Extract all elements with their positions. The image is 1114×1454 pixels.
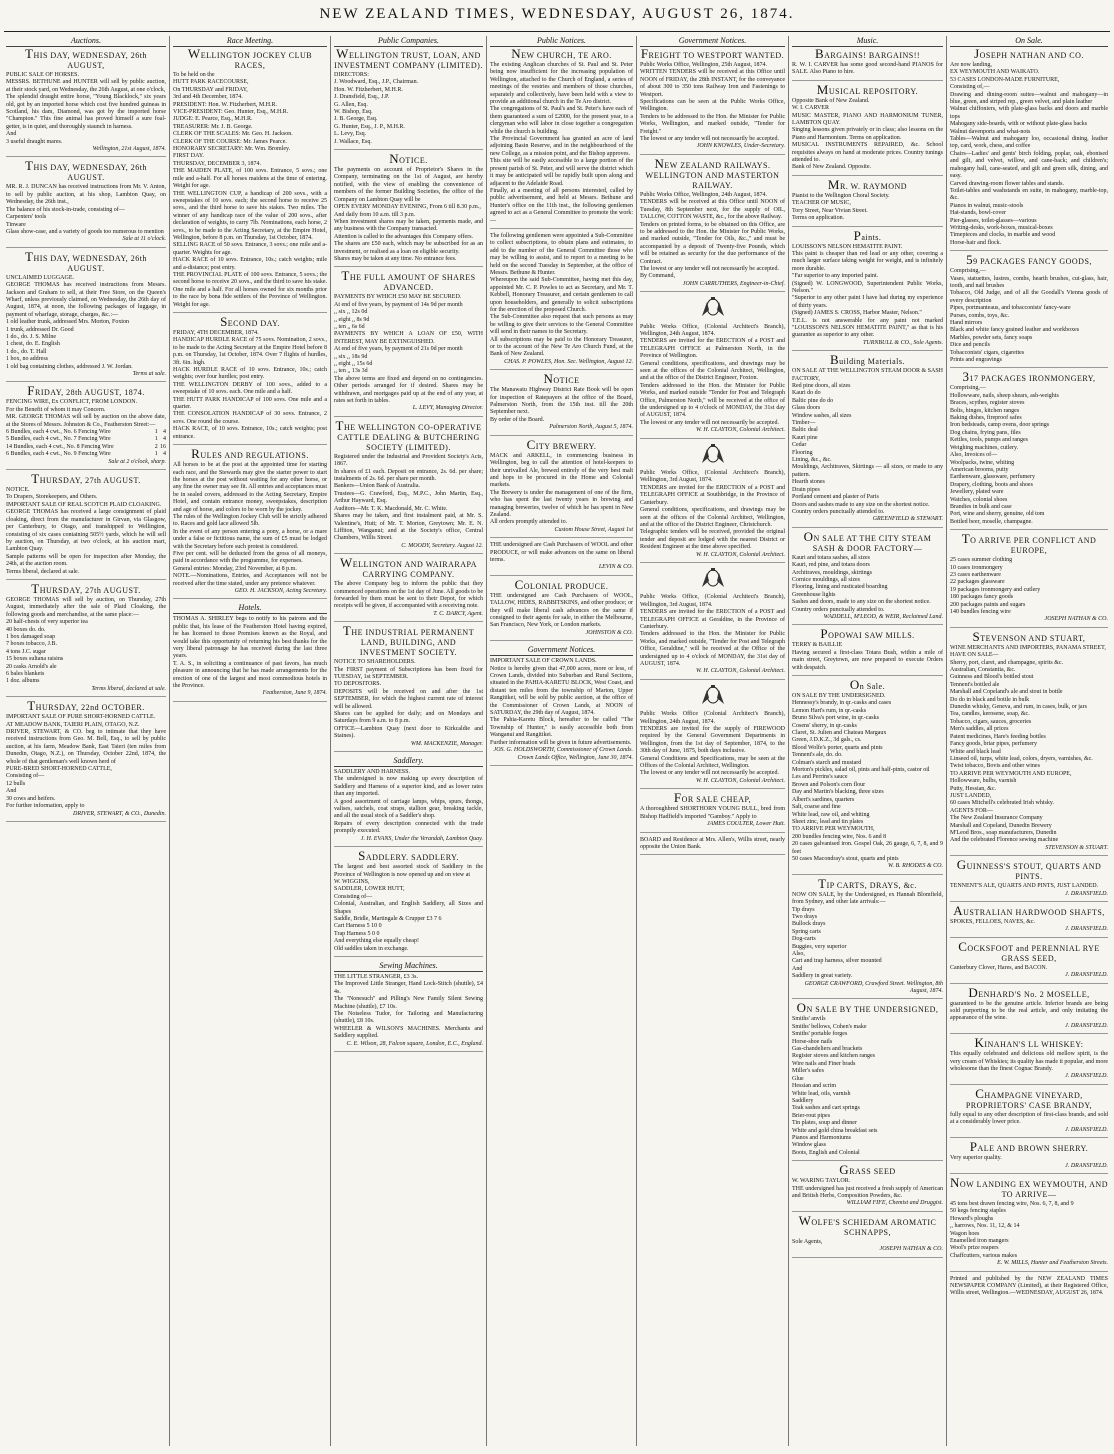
advertisement: [640, 684, 785, 789]
ad-body: LOUISSON'S NELSON HEMATITE PAINT. This paint is cheaper than red lead or any other, covering a much larger surface taking weight for weight, and is infinitely more durable. "Far superior to any imported paint. (Signed) W. LONGWOOD, Superintendent Public Works, Nelson." "Superior to any other paint I have had during my experience of thirty years. (Signed) JAMES S. CROSS, Harbor Master, Nelson." T.E.L. is not answerable for any paint not marked "LOUISSON'S NELSON HEMATITE PAINT," as that is his guarantee as superior to any other.: [792, 243, 943, 339]
ad-body: This equally celebrated and delicious old mellow spirit, is the very cream of Whiskies; its quality has made it popular, and more wholesome than the finest Cognac Brandy.: [950, 1051, 1108, 1073]
ad-signature: W. H. CLAYTON, Colonial Architect.: [695, 668, 785, 675]
ad-title: THIS DAY, WEDNESDAY, 26th AUGUST,: [25, 46, 147, 70]
column-race-meeting: [173, 36, 327, 1452]
ad-body: The above Company beg to inform the public that they commenced operations on the 1st day of June. All goods to be forwarded by them must be sent to their Depot, for which receipts will be given, if accompanied with a receiving note.: [334, 581, 483, 610]
advertisement: [490, 46, 633, 229]
advertisement: [792, 1162, 943, 1212]
table-row: [6, 436, 166, 443]
advertisement: [490, 371, 633, 435]
ad-title: CHAMPAGNE VINEYARD, PROPRIETORS' CASE BRANDY,: [965, 1085, 1093, 1110]
ad-signature: L. LEVY, Managing Director.: [412, 405, 483, 412]
ad-body: The Manawatu Highway District Rate Book will be open for inspection of Ratepayers at the office of the Board, Palmerston North, from the 15th inst. till the 20th September next. By order of the Board.: [490, 387, 633, 423]
ad-signature: WILLIAM FIFE, Chemist and Druggist.: [846, 1200, 943, 1207]
section-header: Sewing Machines.: [334, 961, 483, 972]
ad-title: Paints.: [853, 227, 882, 243]
ad-title: JOSEPH NATHAN AND CO.: [974, 46, 1084, 61]
ad-body: GEORGE THOMAS will sell by auction, on Thursday, 27th August, immediately after the sale of Plaid Cloaking, the following goods and merchandise, at the same place:— 20 half-chests of very superior tea 40 boxes do. do. 1 box damaged soap 7 boxes tobacco, J.B. 4 tons J.C. sugar 15 boxes sultana raisins 20 casks Arnold's ale 6 bales blankets 1 doz. albums: [6, 596, 166, 685]
table-cell: 2: [154, 443, 158, 450]
ad-body: FENCING WIRE, Ex CONFLICT, FROM LONDON. For the Benefit of whom it may Concern. MR. GEORGE THOMAS will sell by auction on the above date, at the Stores of Messrs. Johnston & Co., Featherston Street:—: [6, 399, 166, 428]
table-cell: 1: [154, 436, 158, 443]
ad-signature: Featherston, June 9, 1874.: [262, 690, 327, 697]
advertisement: [792, 227, 943, 352]
royal-arms-emblem: [640, 684, 785, 709]
ad-title: GUINNESS'S STOUT, QUARTS AND PINTS.: [956, 857, 1102, 882]
ad-body: TENNENT'S ALE, QUARTS AND PINTS, JUST LANDED.: [950, 883, 1099, 890]
table-cell: 1: [154, 451, 158, 458]
ad-body: All horses to be at the post at the appointed time for starting each race, and the Stewards may give the starter power to start the horses at the post without waiting for any other horse, or any fine the owner may see fit. All entries and acceptances must be in sealed covers, addressed to the Acting Secretary, Empire Hotel, and contain entrance money, sweepstakes, description and age of horse, and colors to be worn by the jockey. The rules of the Wellington Jockey Club will be strictly adhered to. Races and gold lace allowed 5lb. In the event of any person entering a pony, a horse, or a mare under a false or fictitious name, the sum of £5 must be lodged with the Secretary before such protest is considered. Five per cent. will be deducted from the gross of all moneys, paid in accordance with the programme, for expenses. General entries: Monday, 23rd November, at 8 p.m. NOTE.—Nominations, Entries, and Acceptances will not be received after the time stated, under any pretence whatever.: [173, 462, 327, 587]
ad-signature: Terms liberal, declared at sale.: [91, 685, 166, 692]
ad-title: CITY BREWERY.: [526, 436, 597, 452]
ad-title: NEW CHURCH, TE ARO.: [511, 46, 612, 61]
advertisement: [950, 1139, 1108, 1174]
advertisement: [490, 233, 633, 370]
column-music: [792, 36, 943, 1452]
ad-body: NOW ON SALE, by the Undersigned, ex Hannah Blomfield, from Sydney, and other late arrivals:— Tip drays Two drays Bullock drays Spring carts Dog-carts Buggies, very superior Also, Cart and trap harness, silver mounted And Saddlery in great variety.: [792, 891, 943, 980]
table-cell: 14 Bundles, each 4 cwt., No. 8 Fencing Wire: [6, 443, 114, 450]
section-header: Hotels.: [173, 603, 327, 614]
column-divider: [636, 36, 637, 1446]
advertisement: [490, 576, 633, 641]
section-header: Saddlery.: [334, 756, 483, 767]
ad-body: THOMAS A. SHIRLEY begs to notify to his patrons and the public that, his lease of the Featherston Hotel having expired, he has licensed to those Premises known as the Royal, and would take this opportunity of returning his best thanks for the very liberal patronage he has received during the last three years. T. A. S., in soliciting a continuance of past favors, has much pleasure in announcing that he has made arrangements for the erection of one of the largest and most commodious hotels in the Province.: [173, 616, 327, 690]
section-header: On Sale.: [950, 36, 1108, 47]
ad-body: Sole Agents,: [792, 1238, 823, 1245]
ad-body: MACK and ARKELL, in commencing business in Wellington, beg to call the attention of hotel-keepers to their unrivalled Ale, brewed entirely of the very best malt and hops to be procured in the Home and Colonial markets. The Brewery is under the management of one of the firm, who has spent the last twenty years in brewing and managing breweries, twelve of which he has spent in New Zealand. All orders promptly attended to.: [490, 452, 633, 526]
ad-title: MUSICAL REPOSITORY.: [816, 81, 919, 97]
ad-body: THE undersigned are Cash Purchasers of WOOL, TALLOW, HIDES, RABBITSKINS, and other produce; or they will make liberal cash advances on the same if consigned to their agents for sale, in either the Melbourne, San Francisco, New York, or London markets.: [490, 592, 633, 629]
table-cell: 1: [154, 429, 158, 436]
ad-title: WELLINGTON AND WAIRARAPA CARRYING COMPANY.: [339, 555, 478, 580]
ad-body: Opposite Bank of New Zealand. W. I. CARVER MUSIC MASTER, PIANO AND HARMONIUM TUNER, LAMBTON QUAY. Singing lessons given privately or in class; also lessons on the Piano and Harmonium. Terms on application. MUSICAL INSTRUMENTS REPAIRED, &c. School requisites always on hand at moderate prices. Country tunings attended to. Bank of New Zealand. Opposite.: [792, 97, 943, 171]
advertisement: [334, 769, 483, 847]
ad-body: Public Works Office, (Colonial Architect's Branch), Wellington, 3rd August, 1874. TENDERS are invited for the ERECTION of a POST and TELEGRAPH OFFICE at Geraldine, in the Province of Canterbury. Tenders addressed to the Hon. the Minister for Public Works, and marked outside, "Tender for Post and Telegraph Office, Geraldine," will be received at the Office of the undersigned up to 4 o'clock of MONDAY, the 31st day of AUGUST, 1874.: [640, 594, 785, 667]
advertisement: [640, 567, 785, 680]
ad-title: RULES AND REGULATIONS.: [191, 446, 309, 462]
advertisement: [6, 471, 166, 580]
ad-signature: W. H. CLAYTON, Colonial Architect.: [695, 551, 785, 558]
ad-title: THE FULL AMOUNT OF SHARES ADVANCED.: [341, 268, 476, 293]
ad-signature: J. DRANSFIELD.: [1065, 1162, 1108, 1169]
table-cell: 6 Bundles, each 4 cwt., No. 9 Fencing Wire: [6, 451, 111, 458]
masthead-rule: [4, 31, 1110, 32]
ad-title: GRASS SEED: [839, 1162, 896, 1178]
advertisement: [950, 857, 1108, 902]
ad-title: ON SALE AT THE CITY STEAM SASH & DOOR FACTORY—: [803, 528, 932, 553]
advertisement: [334, 268, 483, 417]
ad-signature: C. E. Wilson, 28, Falcon square, London, E.C., England.: [346, 1040, 483, 1047]
ad-body: DIRECTORS: J. Woodward, Esq., J.P., Chairman. Hon. W. Fitzherbert, M.H.R. J. Dransfield, Esq., J.P. G. Allen, Esq. W. Bishop, Esq. J. B. George, Esq. G. Hunter, Esq., J. P., M.H.R. L. Levy, Esq. J. Wallace, Esq.: [334, 72, 419, 145]
ad-body: guaranteed to be the genuine article. Inferior brands are being sold purporting to be the real article, and only imitating the appearance of the wine.: [950, 1000, 1108, 1022]
royal-arms-emblem: [640, 296, 785, 321]
advertisement: [6, 248, 166, 383]
ad-title: NOW LANDING EX WEYMOUTH, AND TO ARRIVE—: [950, 1174, 1108, 1199]
ad-title: COCKSFOOT and PERENNIAL RYE GRASS SEED,: [958, 938, 1100, 963]
column-on-sale: [950, 36, 1108, 1452]
advertisement: [334, 46, 483, 150]
advertisement: [173, 46, 327, 313]
advertisement: [640, 296, 785, 439]
advertisement: [173, 446, 327, 599]
royal-arms-emblem: [640, 567, 785, 592]
ad-title: THURSDAY, 27th AUGUST.: [31, 471, 141, 487]
advertisement: [792, 46, 943, 81]
ad-signature: GEORGE CRAWFORD, Crawford Street. Wellington, 8th August, 1874.: [804, 980, 943, 995]
ad-body: WINE MERCHANTS AND IMPORTERS, PANAMA STREET, HAVE ON SALE— Sherry, port, claret, and champagne, spirits &c. Australian, Constantia, &c. Guinness and Blood's bottled stout Tennent's bottled ale Marshall and Copeland's ale and stout in bottle Do do in black and bottle in bulk Dunedin whisky, Geneva, and rum, in cases, bulk, or jars Tea, candles, kerosene, soap, &c. Tobacco, cigars, sauces, groceries Men's saddles, all prices Patent medicines, Hare's feeding bottles Fancy goods, briar pipes, perfumery White and black lead Linseed oil, turps, white lead, colors, dryers, varnishes, &c. Twist tobacco, Bovis and other wines TO ARRIVE PER WEYMOUTH AND EUROPE, Hollowware, bulbs, varnish Putty, Hessian, &c. JUST LANDED, 60 cases Mitchell's celebrated Irish whisky. AGENTS FOR— The New Zealand Insurance Company Marshall and Copeland, Dunedin Brewery M'Leod Bros., soap manufacturers, Dunedin And the celebrated Florence sewing machine: [950, 644, 1106, 844]
advertisement: [950, 903, 1108, 938]
advertisement: [173, 616, 327, 701]
advertisement: [950, 1085, 1108, 1138]
advertisement: [950, 1174, 1108, 1272]
ad-body: fully equal to any other description of first-class brands, and sold at a considerably lower price.: [950, 1111, 1108, 1126]
advertisement: [6, 46, 166, 157]
ad-signature: DRIVER, STEWART, & CO., Dunedin.: [73, 810, 166, 817]
ad-title: WELLINGTON TRUST, LOAN, AND INVESTMENT COMPANY (LIMITED).: [334, 46, 483, 70]
ad-body: THE LITTLE STRANGER, £3 3s. The Improved Little Stranger, Hand Lock-Stitch (shuttle), £4 4s. The "Nonesuch" and Pilling's New Family Silent Sewing Machine (shuttle), £7 10s. The Noiseless Tudor, for Tailoring and Manufacturing (shuttle), £8 10s. WHEELER & WILSON'S MACHINES. Merchants and Saddlery supplied.: [334, 973, 483, 1040]
ad-title: POPOWAI SAW MILLS.: [820, 626, 915, 642]
advertisement: [490, 658, 633, 766]
ad-signature: J. DRANSFIELD.: [1065, 1073, 1108, 1080]
column-divider: [169, 36, 170, 1446]
ad-signature: Terms at sale.: [132, 371, 166, 377]
ad-signature: Wellington, 21st August, 1874.: [92, 146, 166, 153]
ad-body: IMPORTANT SALE OF PURE SHORT-HORNED CATTLE. AT MEADOW BANK, TAIERI PLAIN, OTAGO, N.Z. DRIVER, STEWART, & CO. beg to intimate that they have received instructions from Geo. M. Bell, Esq., to sell by public auction, at his farm, Meadow Bank, East Taieri (ten miles from Dunedin, Otago, N.Z.), on Thursday, October 22nd, 1874, the whole of that gentleman's well known herd of PURE-BRED SHORT-HORNED CATTLE, Consisting of— 12 bulls And 30 cows and heifers. For further information, apply to: [6, 714, 166, 810]
advertisement: [6, 158, 166, 247]
ad-body: PAYMENTS BY WHICH £50 MAY BE SECURED. At end of five years, by payment of 14s 9d per month ,, six ,, 12s 0d ,, eight ,, 8s 9d ,, ten ,, 6s 6d PAYMENTS BY WHICH A LOAN OF £50, WITH INTEREST, MAY BE EXTINGUISHED. At end of five years, by payment of 21s 0d per month ,, six ,, 18s 9d ,, eight ,, 15s 6d ,, ten ,, 13s 3d The above terms are fixed and depend on no contingencies. Other periods arranged for if desired. Shares may be withdrawn, and mortgages paid up at the end of any year, at rates set forth in tables.: [334, 294, 483, 405]
ad-signature: T. C. DARCY, Agent.: [433, 610, 483, 617]
ad-body: The following gentlemen were appointed a Sub-Committee to collect subscriptions, to obtain plans and estimates, to add to the number of the General Committee those who may be willing to assist, and to report to a meeting to be held on the second Tuesday in September, at the office of Messrs. Bethune & Hunter. Whereupon the said Sub-Committee, having met this day, appointed Mr. C. P. Powles to act as Secretary, and Mr. T. Kebbell, Honorary Treasurer, and certain gentlemen to call upon householders, and generally to solicit subscriptions for the erection of the proposed Church. The Sub-Committee also request that such persons as may be willing to give their services to the General Committee will send in their names to the Secretary. All subscriptions may be paid to the Honorary Treasurer, or to the account of the New Te Aro Church Fund, at the Bank of New Zealand.: [490, 232, 633, 358]
ad-title: KINAHAN'S LL WHISKEY:: [974, 1035, 1084, 1051]
ad-title: AUSTRALIAN HARDWOOD SHAFTS,: [953, 903, 1105, 918]
column-public-companies: [334, 36, 483, 1452]
table-cell: 4: [163, 436, 166, 443]
ad-title: 317 PACKAGES IRONMONGERY,: [962, 369, 1096, 385]
section-header: Public Companies.: [334, 36, 483, 47]
advertisement: [792, 875, 943, 1000]
ad-title: 59 PACKAGES FANCY GOODS,: [966, 252, 1092, 268]
ad-signature: Custom House Street, August 1st: [554, 526, 633, 533]
ad-title: THE WELLINGTON CO-OPERATIVE CATTLE DEALING & BUTCHERING SOCIETY (LIMITED).: [335, 417, 482, 452]
table-cell: 4: [163, 451, 166, 458]
section-header: Government Notices.: [640, 36, 785, 47]
imprint: Printed and published by the NEW ZEALAND TIMES NEWSPAPER COMPANY (Limited), at their Registered Office, Willis street, Wellington.—WEDNESDAY, AUGUST 26, 1874.: [950, 1275, 1108, 1297]
ad-body: Canterbury Clover, Hares, and BACON.: [950, 964, 1048, 971]
ad-title: TO ARRIVE PER CONFLICT AND EUROPE,: [961, 531, 1097, 556]
fencing-wire-table: [6, 429, 166, 459]
ad-title: FRIDAY, 28th AUGUST, 1874.: [27, 383, 145, 399]
ad-body: IMPORTANT SALE OF CROWN LANDS. Notice is hereby given that 47,000 acres, more or less, of Crown Lands, divided into Suburban and Rural Sections, situated in the PAHIA-KARETU BLOCK, West Coast, and distant ten miles from the township of Marton, Upper Rangitikei, will be sold by public auction, at the office of the Commissioner of Crown Lands, at NOON of SATURDAY, the 29th day of August, 1874. The Pahia-Karetu Block, hereafter to be called "The Township of Hunter," is easily accessible both from Wanganui and Rangitikei. Further information will be given in future advertisements.: [490, 658, 633, 746]
table-cell: 4: [163, 429, 166, 436]
ad-body: Pianist to the Wellington Choral Society. TEACHER OF MUSIC, Tory Street, Near Vivian Street. Terms on application.: [792, 192, 890, 222]
ad-title: NOTICE.: [389, 151, 428, 167]
table-row: [6, 429, 166, 436]
ad-body: THE undersigned are Cash Purchasers of WOOL and other PRODUCE, or will make advances on the same on liberal terms.: [490, 542, 633, 563]
ad-body: 25 cases summer clothing 10 cases ironmongery 23 cases earthenware 22 packages glassware 19 packages ironmongery and cutlery 180 packages fancy goods 200 packages paints and sugars 140 bundles fencing wire: [950, 557, 1041, 615]
ad-body: Public Works Office, Wellington, 25th August, 1874. WRITTEN TENDERS will be received at this Office until NOON of FRIDAY, the 28th INSTANT, for the conveyance of about 300 to 350 tons Railway Iron and Fastenings to Westport. Specifications can be seen at the Public Works Office, Wellington. Tenders to be addressed to the Hon. the Minister for Public Works, Wellington, and marked outside, "Tender for Freight." The lowest or any tender will not necessarily be accepted.: [640, 62, 785, 143]
section-header: Music.: [792, 36, 943, 47]
ad-title: SECOND DAY.: [220, 314, 280, 329]
advertisement: [950, 984, 1108, 1035]
ad-body: Public Works Office (Colonial Architect's Branch), Wellington, 24th August, 1874. TENDERS are invited for the supply of FIREWOOD required by the General Government Departments in Wellington, from the 1st day of September, 1874, to the 30th day of June, 1875, both days inclusive. General Conditions and Specifications, may be seen at the Offices of the Colonial Architect, Wellington. The lowest or any tender will not necessarily be accepted.: [640, 711, 785, 777]
ad-body: NOTICE. To Drapers, Storekeepers, and Others. IMPORTANT SALE OF REAL SCOTCH PLAID CLOAKING. GEORGE THOMAS has received a large consignment of plaid cloaking, direct from the manufacturer in Girvan, via Glasgow, per Canterbury, to Otago, and transhipped to Wellington, consisting of six cases containing 505½ yards, which he will sell by auction, on Thursday, at two o'clock, at his auction mart, Lambton Quay. Sample patterns will be open for inspection after Monday, the 24th, at the auction room. Terms liberal, declared at sale.: [6, 487, 166, 575]
ad-signature: GREENFIELD & STEWART.: [872, 516, 943, 523]
ad-title: THURSDAY, 22nd OCTOBER.: [27, 698, 145, 714]
ad-signature: W. H. CLAYTON, Colonial Architect.: [695, 777, 785, 784]
ad-signature: JOSEPH NATHAN & CO.: [879, 1246, 943, 1253]
ad-signature: TURNBULL & CO., Sole Agents.: [863, 339, 943, 346]
advertisement: [334, 151, 483, 267]
ad-signature: CHAS. P. POWLES, Hon. Sec. Wellington, August 12.: [504, 358, 633, 365]
ad-signature: W. H. CLAYTON, Colonial Architect.: [695, 427, 785, 434]
ad-body: The existing Anglican churches of St. Paul and St. Peter being now insufficient for the increasing population of Wellington, attached to the Church of England, a series of meetings of the vestries and members of those churches, separately and collectively, have been held with a view to provide an additional church in the Te Aro district. The congregations of St. Paul's and St. Peter's have each of them guaranteed a sum of £2000, for the present year, to a clergyman who will labor in close together a congregation while the church is building. The Provincial Government has granted an acre of land adjoining Basin Reserve, and in the neighbourhood of the new College, as a mission point, and the Bishop approves. This site will be easily accessible to a large portion of the present parish of St. Peter, and will serve the district which it may be anticipated will be rapidly built upon along and adjacent to the Adelaide Road. Finally, at a meeting of all persons interested, called by public advertisement, and held at Messrs. Bethune and Hunter's office on the 11th inst., the following gentlemen agreed to act as a General Committee to promote the work:—: [490, 62, 633, 224]
advertisement: [950, 369, 1108, 530]
column-divider: [946, 36, 947, 1446]
ad-signature: WADDELL, M'LEOD, & WEIR, Reclaimed Land.: [823, 613, 943, 620]
ad-title: COLONIAL PRODUCE.: [514, 576, 609, 592]
ad-body: MR. R. J. DUNCAN has received instructions from Mr. V. Anton, to sell by public auction, at his shop, Lambton Quay, on Wednesday, the 26th inst., The balance of his stock-in-trade, consisting of— Carpenters' tools Tinware Glass show-case, and a variety of goods too numerous to mention: [6, 184, 166, 235]
ad-body: BOARD and Residence at Mrs. Allen's, Willis street, nearly opposite the Union Bank.: [640, 836, 785, 850]
ad-body: A thoroughbred SHORTHORN YOUNG BULL, bred from Bishop Hadfield's imported "Gamboy." Apply to: [640, 806, 785, 820]
royal-arms-emblem: [640, 443, 785, 468]
ad-body: 45 tons best drawn fencing wire, Nos. 6, 7, 8, and 9 50 kegs fencing staples Howard's ploughs ,, harrows, Nos. 11, 12, & 14 Wagon hoes Enamelled iron mangers Wool's prize reapers Chaffcutters, various makes: [950, 1200, 1074, 1259]
ad-signature: E. W. MILLS, Hunter and Featherston Streets.: [997, 1260, 1108, 1267]
ad-signature: WM. MACKENZIE, Manager.: [410, 740, 483, 747]
ad-title: STEVENSON AND STUART,: [972, 628, 1086, 644]
ad-body: SADDLERY AND HARNESS. The undersigned is now making up every description of Saddlery and Harness of a superior kind, and as lower rates than any imported. A good assortment of carriage lamps, whips, spurs, thongs, valises, satchels, coat straps, stallion gear, breaking tackle, and all the usual stock of a Saddler's shop. Repairs of every description connected with the trade promptly executed.: [334, 769, 483, 835]
section-header: Race Meeting.: [173, 36, 327, 47]
advertisement: [334, 848, 483, 957]
ad-body: UNCLAIMED LUGGAGE. GEORGE THOMAS has received instructions from Messrs. Jackson and Graham to sell, at their Free Store, on the Queen's Wharf, unless previously claimed, on Wednesday, the 26th day of August, 1874, at noon, the following packages of luggage, in payment of wharfage, storage, charges, &c.:— 1 old leather trunk, addressed Mrs. Morton, Foxton 1 trunk, addressed Dr. Good 1 do., do. J. S. Milne 1 chest, do. E. English 1 do., do. T. Hall 1 box, no address 1 old bag containing clothes, addressed J. W. Jordan.: [6, 274, 166, 370]
ad-body: Kauri and totara sashes, all sizes Kauri, red pine, and totara doors Architraves, mouldings, skirtings Cornice mouldings, all sizes Flooring, lining and rusticated boarding Greenhouse lights Sashes and doors, made to any size on the shortest notice. Country orders punctually attended to.: [792, 554, 931, 613]
ad-title: WOLFE'S SCHIEDAM AROMATIC SCHNAPPS,: [798, 1212, 937, 1237]
advertisement: [334, 974, 483, 1052]
ad-body: Public Works Office, (Colonial Architect's Branch), Wellington, 24th August, 1874. TENDERS are invited for the ERECTION of a POST and TELEGRAPH OFFICE at Palmerston North, in the Province of Wellington. General conditions, specifications, and drawings may be seen at the offices of the Colonial Architect, Wellington, and at the office of the District Engineer, Foxton. Tenders addressed to the Hon. the Minister for Public Works, and marked outside "Tender for Post and Telegraph Office, Palmerston North," will be received at the office of the undersigned up to 4 o'clock of MONDAY, the 31st day of AUGUST, 1874. The lowest or any tender will not necessarily be accepted.: [640, 323, 785, 426]
table-row: [6, 451, 166, 458]
ad-title: NOTICE: [543, 371, 580, 387]
ad-signature: STEVENSON & STUART.: [1045, 844, 1108, 851]
columns: [0, 36, 1114, 1452]
ad-signature: JOHNSTON & CO.: [585, 629, 633, 636]
ad-title: PALE AND BROWN SHERRY.: [969, 1139, 1089, 1155]
ad-title: THIS DAY, WEDNESDAY, 26th AUGUST.: [25, 158, 147, 183]
advertisement: [640, 155, 785, 292]
ad-title: WELLINGTON JOCKEY CLUB RACES,: [187, 46, 313, 70]
ad-signature: Sale at 11 o'clock.: [122, 236, 166, 243]
advertisement: [950, 46, 1108, 251]
advertisement: [792, 528, 943, 626]
advertisement: [640, 46, 785, 155]
ad-signature: W. B. RHODES & CO.: [888, 863, 943, 870]
advertisement: [792, 1212, 943, 1258]
advertisement: [950, 531, 1108, 628]
ad-body: W. WARING TAYLOR. THE undersigned has just received a fresh supply of American and British Herbs, Composition Powders, &c.: [792, 1178, 943, 1199]
ad-signature: Palmerston North, August 5, 1874.: [549, 424, 633, 431]
advertisement: [792, 677, 943, 875]
ad-body: ON SALE AT THE WELLINGTON STEAM DOOR & SASH FACTORY, Red pine doors, all sizes Kauri do do Baltic pine do do Glass doors Window sashes, all sizes Timber— Baltic deal Kauri pine Cedar Flooring Lining, &c., &c. Mouldings, Architraves, Skirtings — all sizes, or made to any pattern. Hearth stones Drain pipes Portland cement and plaster of Paris Doors and sashes made to any size on the shortest notice. Country orders punctually attended to.: [792, 368, 943, 515]
advertisement: [490, 436, 633, 538]
ad-title: NEW ZEALAND RAILWAYS. WELLINGTON AND MASTERTON RAILWAY.: [645, 155, 780, 190]
advertisement: [950, 252, 1108, 368]
table-cell: 6 Bundles, each 4 cwt., No. 6 Fencing Wire: [6, 429, 111, 436]
ad-title: TIP CARTS, DRAYS, &c.: [818, 875, 917, 891]
advertisement: [334, 417, 483, 554]
ad-body: Comprising,— Vases, statuettes, lustres, combs, hearth brushes, cut-glass, hair, tooth, and nail brushes Tobacco, Old Judge, and of all the Goodall's Vienna goods of every description Pipes, portmanteaus, and tobacconists' fancy-ware Purses, combs, toys, &c. Hand mirrors Black and white fancy grained leather and workboxes Marbles, powder sets, fancy soaps Dice and pencils Tobacconists' cigars, cigarettes Prints and engravings: [950, 268, 1108, 364]
ad-signature: JAMES COULTER, Lower Hutt.: [706, 821, 785, 828]
advertisement: [792, 1000, 943, 1161]
ad-title: MR. W. RAYMOND: [827, 176, 908, 192]
column-divider: [330, 36, 331, 1446]
column-divider: [788, 36, 789, 1446]
ad-body: Are now landing, EX WEYMOUTH AND WAIKATO. 53 CASES LONDON-MADE FURNITURE, Consisting of,— Drawing and dining-room suites—walnut and mahogany—in blue, green, and striped rep., green velvet, and plain leather Walnut chiffoniers, with plate-glass backs and doors and marble tops Mahogany side-boards, with or without plate-glass backs Walnut davenports and what-nots Tables—Walnut and mahogany loo, occasional dining, leather top, card, work, chess, and coffee Chairs—Ladies' and gents' birch folding, poplar, oak, ebonised and gilt, and velvet, willow, and cane-back; and children's; mahogany hall, cane-seated, and gilt and green silk, dining, and easy. Carved drawing-room flower tables and stands. Toilet-tables and washstands en suite, in mahogany, marble-top, &c. Pianos in walnut, music-stools Hat-stands, bowl-cover Pier-glasses, toilet-glasses—various Writing-desks, work-boxes, musical-boxes Timepieces and clocks, in marble and wood Horse-hair and flock.: [950, 62, 1108, 246]
ad-body: SPOKES, FELLOES, NAVES, &c.: [950, 919, 1036, 925]
ad-title: THURSDAY, 27th AUGUST.: [31, 580, 141, 596]
ad-signature: Sale at 2 o'clock, sharp.: [108, 458, 166, 465]
ad-body: PUBLIC SALE OF HORSES. MESSRS. BETHUNE and HUNTER will sell by public auction, at their stock yard, on Wednesday, the 26th August, at one o'clock, The splendid draught entire horse, "Young Blacklock," six years old, got by an imported horse which cost five hundred guineas in Scotland, his dam, Diamond, was got by the imported horse "Champion." This fine animal has proved himself a sure foal-getter, is in quiet, and thoroughly staunch in harness. And 3 useful draught mares.: [6, 72, 166, 145]
advertisement: [334, 623, 483, 752]
advertisement: [950, 938, 1108, 984]
advertisement: [640, 790, 785, 832]
ad-body: Public Works Office, Wellington, 24th August, 1874. TENDERS will be received at this Office until NOON of Tuesday, 8th September next, for the supply of OIL, TALLOW, COTTON WASTE, &c., for the above Railway. Tenders on printed forms, to be obtained on this Office, are to be addressed to the Hon. the Minister for Public Works, and marked outside, "Tender for Oils, &c.," and must be accompanied by a deposit of Twenty-five Pounds, which will be retained as security for the due performance of the Contract. The lowest or any tender will not necessarily be accepted. By Command,: [640, 191, 785, 280]
ad-body: To be held on the HUTT PARK RACECOURSE, On THURSDAY and FRIDAY, 3rd and 4th December, 1874. PRESIDENT: Hon. W. Fitzherbert, M.H.R. VICE-PRESIDENT: Geo. Hunter, Esq., M.H.R. JUDGE: E. Pearce, Esq., M.H.R. TREASURER: Mr. J. B. George. CLERK OF THE SCALES: Mr. Geo. H. Jackson. CLERK OF THE COURSE: Mr. James Pearce. HONORARY SECRETARY: Mr. Wm. Bromley. FIRST DAY. THURSDAY, DECEMBER 3, 1874. THE MAIDEN PLATE, of 100 sovs. Entrance, 5 sovs.; one mile and a-half. For all horses maidens at the time of entering. Weight for age. THE WELLINGTON CUP, a handicap of 200 sovs., with a sweepstakes of 10 sovs. each; the second horse to receive 25 sovs., and the third horse to save his stakes. Two miles. The winner of any handicap race of the value of 200 sovs., after declaration of weights, to carry 7lb. Nominations, each horse, 2 sovs., to be made to the Acting Secretary, at the Empire Hotel, Wellington, before 8 p.m. on Thursday, 1st October, 1874. SELLING RACE of 50 sovs. Entrance, 3 sovs.; one mile and a-quarter. Weights for age. HACK RACE of 10 sovs. Entrance, 10s.; catch weights; mile and a-distance; post entry. THE PROVINCIAL PLATE of 100 sovs. Entrance, 5 sovs.; the second horse to receive 20 sovs., and the third to save his stake. One mile and a half. For all horses owned for six months prior to the race by bona fide settlers of the Province of Wellington. Weight for age.: [173, 72, 327, 308]
ad-body: The largest and best assorted stock of Saddlery in the Province of Wellington is now opened up and on view at W. WIGGINS, SADDLER, LOWER HUTT, Consisting of— Colonial, Australian, and English Saddlery, all Sizes and Shapes Saddle, Bridle, Martingale & Crupper £3 7 6 Cart Harness 5 10 0 Trap Harness 5 0 0 And everything else equally cheap! Old saddles taken in exchange.: [334, 864, 483, 952]
advertisement: [6, 580, 166, 697]
ad-title: THIS DAY, WEDNESDAY, 26th AUGUST.: [25, 248, 147, 273]
advertisement: [792, 176, 943, 227]
ad-title: BARGAINS! BARGAINS!!: [814, 46, 921, 61]
ad-title: SADDLERY. SADDLERY.: [358, 848, 459, 864]
table-cell: 16: [160, 443, 166, 450]
ad-title: ON SALE BY THE UNDERSIGNED,: [796, 1000, 939, 1016]
ad-body: Registered under the Industrial and Provident Society's Acts, 1867. In shares of £1 each. Deposit on entrance, 2s. 6d. per share; instalments of 2s. 6d. per share per month. Bankers—Union Bank of Australia. Trustees—G. Crawford, Esq., M.P.C., John Martin, Esq., Arthur Hayward, Esq. Auditors—Mr. T. K. Macdonald, Mr. C. White. Shares may be taken, and first instalment paid, at Mr. S. Valentine's, Hutt; of Mr. T. Morton, Greytown; Mr. E. N. Liffiton, Wanganui; and at the Society's office, Central Chambers, Willis Street.: [334, 453, 483, 542]
ad-body: ON SALE BY THE UNDERSIGNED. Hennessy's brandy, in qr.-casks and cases Lemon Hart's rum, in qr.-casks Bruno Silva's port wine, in qr.-casks Cosens' sherry, in qr.-casks Claret, St. Julien and Chateau Margaux Green, J.D.K.Z., 3d gals., cs. Blood Wolfe's porter, quarts and pints Tennent's ale, do. do. Colman's starch and mustard Morton's pickles, salad oil, pints and half-pints, castor oil Les and Perrins's sauce Brown and Polson's corn flour Day and Martin's blacking, three sizes Albert's sardines, quarters Salt, coarse and fine White lead, raw oil, and whiting Sheet zinc, lead and tin plates TO ARRIVE PER WEYMOUTH, 200 bundles fencing wire, Nos. 6 and 8 20 cases galvanised iron. Gospel Oak, 26 gauge, 6, 7, 8, and 9 feet 50 cases Macondray's stout, quarts and pints: [792, 693, 943, 862]
ad-title: FOR SALE CHEAP,: [673, 790, 752, 806]
ad-body: Very superior quality.: [950, 1155, 1002, 1162]
section-header: Public Notices.: [490, 36, 633, 47]
ad-signature: J. DRANSFIELD.: [1065, 890, 1108, 897]
column-auctions: [6, 36, 166, 1452]
advertisement: [6, 383, 166, 470]
ad-signature: J. H. EVANS, Under the Verandah, Lambton Quay.: [360, 835, 483, 842]
ad-title: DENHARD'S No. 2 MOSELLE,: [968, 984, 1090, 1000]
advertisement: [173, 314, 327, 445]
advertisement: [792, 626, 943, 676]
ad-signature: J. DRANSFIELD.: [1065, 926, 1108, 933]
ad-body: Smiths' anvils Smiths' bellows, Cohen's make Smiths' portable forges Horse-shoe nails Gas-chandeliers and brackets Register stoves and kitchen ranges Wire nails and Finer brads Miller's safes Glue Hessian and scrim White lead, oils, varnish Saddlery Teak sashes and cart springs Brier-rout pipes Tin plates, soup and dinner White and gold china breakfast sets Pianos and Harmoniums Window glass Boots, English and Colonial: [792, 1016, 878, 1156]
ad-body: Public Works Office, (Colonial Architect's Branch), Wellington, 3rd August, 1874. TENDERS are invited for the ERECTION of a POST and TELEGRAPH OFFICE at Southbridge, in the Province of Canterbury. General conditions, specifications, and drawings may be seen at the offices of the Colonial Architect, Wellington, and at the office of the District Engineer, Christchurch. Telegraphic tenders will be received, provided the original tender and deposit are lodged with the nearest District or Resident Engineer at the time above specified.: [640, 470, 785, 551]
ad-signature: JOSEPH NATHAN & CO.: [1044, 616, 1108, 623]
ad-signature: JOS. G. HOLDSWORTH, Commissioner of Crown Lands. Crown Lands Office, Wellington, June 30, 1874.: [493, 747, 633, 761]
section-header: Auctions.: [6, 36, 166, 47]
ad-body: The payments on account of Proprietor's Shares in the Company, terminating on the 1st of August, are hereby notified, with the view of enabling the convenience of members of the former Building Societies, the office of the Company on Lambton Quay will be OPEN EVERY MONDAY EVENING, From 6 till 8.30 p.m., And daily from 10 a.m. till 3 p.m. When investment shares may be taken, payments made, and any business with the Company transacted. Attention is called to the advantages this Company offers. The shares are £50 each, which may be subscribed for as an investment, or realised as a loan on eligible security. Shares may be taken at any time. No entrance fees.: [334, 167, 483, 262]
advertisement: [490, 542, 633, 576]
ad-title: FREIGHT TO WESTPORT WANTED.: [640, 46, 785, 61]
ad-body: NOTICE TO SHAREHOLDERS. The FIRST payment of Subscriptions has been fixed for TUESDAY, 1st SEPTEMBER. TO DEPOSITORS. DEPOSITS will be received on and after the 1st SEPTEMBER, for which the highest current rate of interest will be allowed. Shares can be applied for daily; and on Mondays and Saturdays from 9 a.m. to 8 p.m. OFFICE—Lambton Quay (next door to Kirkcaldie and Staines).: [334, 659, 483, 740]
ad-signature: J. DRANSFIELD.: [1065, 1126, 1108, 1133]
ad-signature: J. DRANSFIELD.: [1065, 972, 1108, 979]
ad-body: TERRY & BAILLIE Having secured a first-class Totara Bush, within a mile of main street, Greytown, are now prepared to execute Orders with despatch.: [792, 642, 943, 671]
ad-signature: C. MOODY, Secretary. August 12.: [401, 542, 483, 549]
ad-signature: J. DRANSFIELD.: [1065, 1022, 1108, 1029]
ad-title: THE INDUSTRIAL PERMANENT LAND, BUILDING, AND INVESTMENT SOCIETY.: [342, 623, 475, 658]
ad-body: FRIDAY, 4TH DECEMBER, 1874. HANDICAP HURDLE RACE of 75 sovs. Nomination, 2 sovs., to be made to the Acting Secretary at the Empire Hotel before 8 p.m. on Thursday, 1st October, 1874. Over 7 flights of hurdles, 3ft. 6in. high. HACK HURDLE RACE of 10 sovs. Entrance, 10s.; catch weights; over four hurdles; post entry. THE WELLINGTON DERBY of 100 sovs., added to a sweepstake of 10 sovs. each. One mile and a half. THE HUTT PARK HANDICAP of 100 sovs. One mile and a quarter. THE CONSOLATION HANDICAP of 30 sovs. Entrance, 2 sovs. One round the course. HACK RACE, of 10 sovs. Entrance, 10s.; catch weights; post entrance.: [173, 330, 327, 440]
ad-title: On Sale.: [849, 677, 886, 692]
ad-signature: JOHN CARRUTHERS, Engineer-in-Chief.: [682, 280, 785, 287]
column-divider: [486, 36, 487, 1446]
ad-body: R. W. I. CARVER has some good second-hand PIANOS for SALE. Also Piano to hire.: [792, 62, 943, 76]
advertisement: [640, 443, 785, 563]
advertisement: [334, 555, 483, 622]
table-cell: 5 Bundles, each 4 cwt., No. 7 Fencing Wire: [6, 436, 111, 443]
ad-title: Building Materials.: [829, 352, 906, 368]
ad-signature: LEVIN & CO.: [598, 564, 633, 571]
ad-signature: JOHN KNOWLES, Under-Secretary.: [696, 143, 785, 150]
column-public-notices: [490, 36, 633, 1452]
masthead: NEW ZEALAND TIMES, WEDNESDAY, AUGUST 26, 1874.: [319, 6, 795, 22]
advertisement: [640, 837, 785, 856]
ad-signature: GEO. H. JACKSON, Acting Secretary.: [234, 588, 327, 594]
advertisement: [950, 628, 1108, 856]
advertisement: [792, 352, 943, 528]
advertisement: [6, 698, 166, 822]
section-header: Government Notices.: [490, 645, 633, 656]
advertisement: [792, 81, 943, 176]
ad-body: Comprising,— Hollowware, nails, sheep shears, ash-weights Braces, scythes, register stoves Bolts, hinges, kitchen ranges Baking dishes, fireproof safes Iron bedsteads, camp ovens, door springs Dog chains, frying pans, files Kettles, tools, pumps and ranges Weighing machines, cutlery. Also, Invoices of— Woolpacks, twine, whiting American brooms, putty Earthenware, glassware, perfumery Drapery, clothing, boots and shoes Jewellery, plated ware Watches, colonial shoes Brandies in bulk and case Port, wine and sherry, genuine, old tom Bottled beer, moselle, champagne.: [950, 385, 1059, 525]
table-row: [6, 444, 166, 451]
advertisement: [950, 1035, 1108, 1085]
column-government-notices: [640, 36, 785, 1452]
